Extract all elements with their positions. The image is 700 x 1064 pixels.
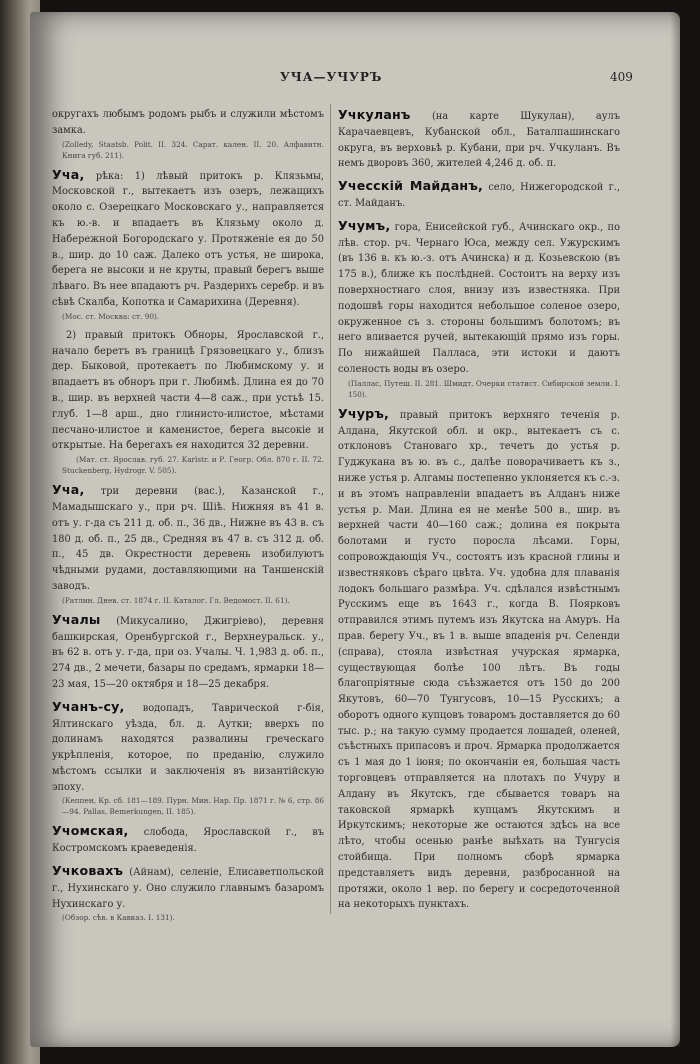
- entry-headword: Уча,: [52, 482, 85, 498]
- page-edge-shadow: [670, 12, 680, 1047]
- entry-source-note: (Мос. ст. Москва: ст. 90).: [62, 311, 160, 321]
- entry-ucha-river: [52, 167, 324, 322]
- entry-headword: Учуръ,: [338, 405, 390, 421]
- entry-text: рѣка: 1) лѣвый притокъ р. Клязьмы, Московской г., вытекаетъ изъ озеръ, лежащихъ около с. Озерецкаго Московскаго у., направляется къ ю.-в. и впадаетъ въ Клязьму около д. Набережной Богородскаго у. Протяженіе ея до 50 в., шир. до 10 саж. Далеко отъ устья, не широка, берега не высоки и не круты, правый берегъ выше лѣваго. Въ нее впадаютъ рч. Раздерихъ серебр. и въ сѣвѣ Скалба, Копотка и Самарихина (Деревня).: [52, 170, 324, 308]
- dictionary-page: [30, 12, 680, 1047]
- entry-uchkovakh: [52, 863, 324, 923]
- entry-headword: Уча,: [52, 166, 85, 182]
- entry-uchaly: [52, 612, 324, 693]
- entry-source-note: (Кеппен, Кр. сб. 181—189. Пурн. Мин. Нар. Пр. 1871 г. № 6, стр. 86—94. Pallas, Bemerkungen, II. 185).: [62, 796, 324, 817]
- entry-ucha-river-2: [52, 328, 324, 476]
- entry-ucha-villages: [52, 482, 324, 606]
- entry-text: (Айнам), селеніе, Елисаветпольской г., Нухинскаго у. Оно служило главнымъ базаромъ Нухинскаго у.: [52, 867, 324, 910]
- entry-uchomskaya: [52, 823, 324, 857]
- entry-text: правый притокъ верхняго теченія р. Алдана, Якутской обл. и окр., вытекаетъ съ с. отклоновъ Становаго хр., течетъ до устья р. Гуджукана въ ю. въ с., далѣе поворачиваетъ къ з., ниже устья р. Алгамы постепенно уклоняется къ с.-з. и въ этомъ направленіи впадаетъ въ Алданъ ниже устья р. Маи. Длина ея не менѣе 500 в., шир. въ верхней части 40—160 саж.; долина ея покрыта болотами и густо поросла лѣсами. Горы, сопровождающія Уч., состоятъ изъ красной глины и известняковъ сѣраго цвѣта. Уч. удобна для плаванія лодокъ большаго размѣра. Уч. сдѣлался извѣстнымъ Русскимъ еще въ 1643 г., когда В. Поярковъ отправился этимъ путемъ изъ Якутска на Амуръ. На прав. берегу Уч., въ 1 в. выше впаденія рч. Селенди (справа), стояла извѣстная учурская ярмарка, существующая болѣе 100 лѣтъ. Въ годы благопріятные сюда съѣзжается отъ 150 до 200 Якутовъ, 60—70 Тунгусовъ, 10—15 Русскихъ; а оборотъ одного купцовъ товаромъ доставляется до 60 тыс. р.; на такую сумму продается лошадей, оленей, съѣстныхъ припасовъ и проч. Ярмарка продолжается съ 1 мая до 1 іюня; по окончаніи ея, большая часть торговцевъ отправляется на плотахъ по Учуру и Алдану въ Якутскъ, где сбывается товаръ на таковской ярмаркѣ купцамъ Якутскимъ и Иркутскимъ; некоторые же остаются здѣсь на все лѣто, чтобы осенью ранѣе выѣхать на Тунгусія стойбища. При полномъ сборѣ ярмарка представляетъ видъ деревни, разбросанной на протяжи, около 1 вер. по берегу и сосредоточенной на некоторыхъ пунктахъ.: [338, 409, 620, 911]
- entry-uchur: [338, 406, 620, 914]
- entry-text: гора, Енисейской губ., Ачинскаго окр., по лѣв. стор. рч. Чернаго Юса, между сел. Ужурскимъ (въ 136 в. къ ю.-з. отъ Ачинска) и д. Козьевскою (въ 175 в.), ближе къ послѣдней. Состоитъ на верху изъ поверхностнаго слоя, внизу изъ известняка. При подошвѣ горы находится небольшое соленое озеро, окруженное съ з. стороны большимъ болотомъ; въ него вливается ручей, вытекающій прямо изъ горы. По нижайшей Палласа, эти истоки и даютъ соленость воды въ озеро.: [338, 221, 620, 375]
- entry-text: округахъ любымъ родомъ рыбъ и служили мѣстомъ замка.: [52, 109, 324, 136]
- entry-headword: Учковахъ: [52, 863, 124, 879]
- entry-source-note: (Паллас, Путеш. II. 281. Шмидт, Очерки статист. Сибирской земли. I. 150).: [348, 378, 620, 399]
- running-header: [30, 70, 680, 94]
- entry-uchan-su: [52, 699, 324, 818]
- entry-text: село, Нижегородской г., ст. Майданъ.: [338, 182, 620, 209]
- entry-headword: Учалы: [52, 611, 101, 627]
- running-title: УЧА—УЧУРЪ: [280, 70, 383, 84]
- entry-headword: Учкуланъ: [338, 107, 411, 122]
- entry-uchkulan: [338, 107, 620, 172]
- page-number: 409: [610, 70, 633, 84]
- entry-text: слобода, Ярославской г., въ Костромскомъ краеведенія.: [52, 827, 325, 855]
- entry-source-note: (Ратлин. Днев. ст. 1874 г. II. Каталог. Гл. Ведомост. II. 61).: [62, 595, 290, 605]
- entry-uchum: [338, 218, 620, 400]
- entry-source-note: (Обзор. сѣв. в Кавказ. I. 131).: [62, 913, 175, 923]
- entry-text: три деревни (вас.), Казанской г., Мамадышскаго у., при рч. Шіѣ. Нижняя въ 41 в. отъ у. г-да съ 211 д. об. п., 36 дв., Нижне въ 43 в. съ 180 д. об. п., 25 дв., Средняя въ 47 в. съ 312 д. об. п., 45 дв. Окрестности деревень изобилуютъ чѣдными рудами, доставляющими на Таншенскій заводъ.: [52, 486, 324, 592]
- right-column: [338, 107, 620, 911]
- entry-headword: Учумъ,: [338, 217, 391, 233]
- entry-uchesskiy-maidan: [338, 178, 620, 212]
- entry-headword: Учомская,: [52, 823, 129, 839]
- entry-headword: Учанъ-су,: [52, 698, 125, 714]
- left-column: [52, 107, 325, 923]
- continued-entry: [52, 107, 324, 161]
- entry-text: водопадъ, Таврической г-бія, Ялтинскаго уѣзда, бл. д. Аутки; вверхъ по долинамъ находятся развалины греческаго укрѣпленія, которое, по преданію, служило мѣстомъ ссылки и заключенія въ византійскую эпоху.: [52, 702, 324, 793]
- entry-source-note: (Zolledy, Staatsb. Polit. II. 324. Сарат. кален. II. 20. Алфавитн. Книга губ. 211).: [62, 139, 324, 160]
- entry-text: (на карте Шукулан), аулъ Карачаевцевъ, Кубанской обл., Баталпашинскаго округа, въ верховьѣ р. Кубани, при рч. Учкуланъ. Въ немъ дворовъ 360, жителей 4,246 д. об. п.: [338, 111, 620, 170]
- entry-text: 2) правый притокъ Обноры, Ярославской г., начало беретъ въ границѣ Грязовецкаго у., близъ дер. Быковой, протекаетъ по Любимскому у. и впадаетъ въ обноръ при г. Любимѣ. Длина ея до 70 в., шир. въ верхней части 4—8 саж., при устьѣ 15. глуб. 1—8 арш., дно глинисто-илистое, мѣстами песчано-илистое и каменистое, берега высокіе и открытые. На берегахъ ея находится 32 деревни.: [52, 329, 324, 452]
- entry-source-note: (Мат. ст. Ярослав. губ. 27. Karlstr. и Р. Геогр. Обл. 870 г. II. 72. Stuckenberg, Hydrogr. V. 505).: [62, 455, 324, 476]
- entry-headword: Учесскій Майданъ,: [338, 178, 483, 194]
- column-divider: [330, 104, 331, 914]
- entry-text: (Микусалино, Джигріево), деревня башкирская, Оренбургской г., Верхнеуральск. у., въ 62 в. отъ у. г-да, при оз. Учалы. Ч. 1,983 д. об. п., 274 дв., 2 мечети, базары по средамъ, ярмарки 18—23 мая, 15—20 октября и 18—25 декабря.: [52, 615, 324, 690]
